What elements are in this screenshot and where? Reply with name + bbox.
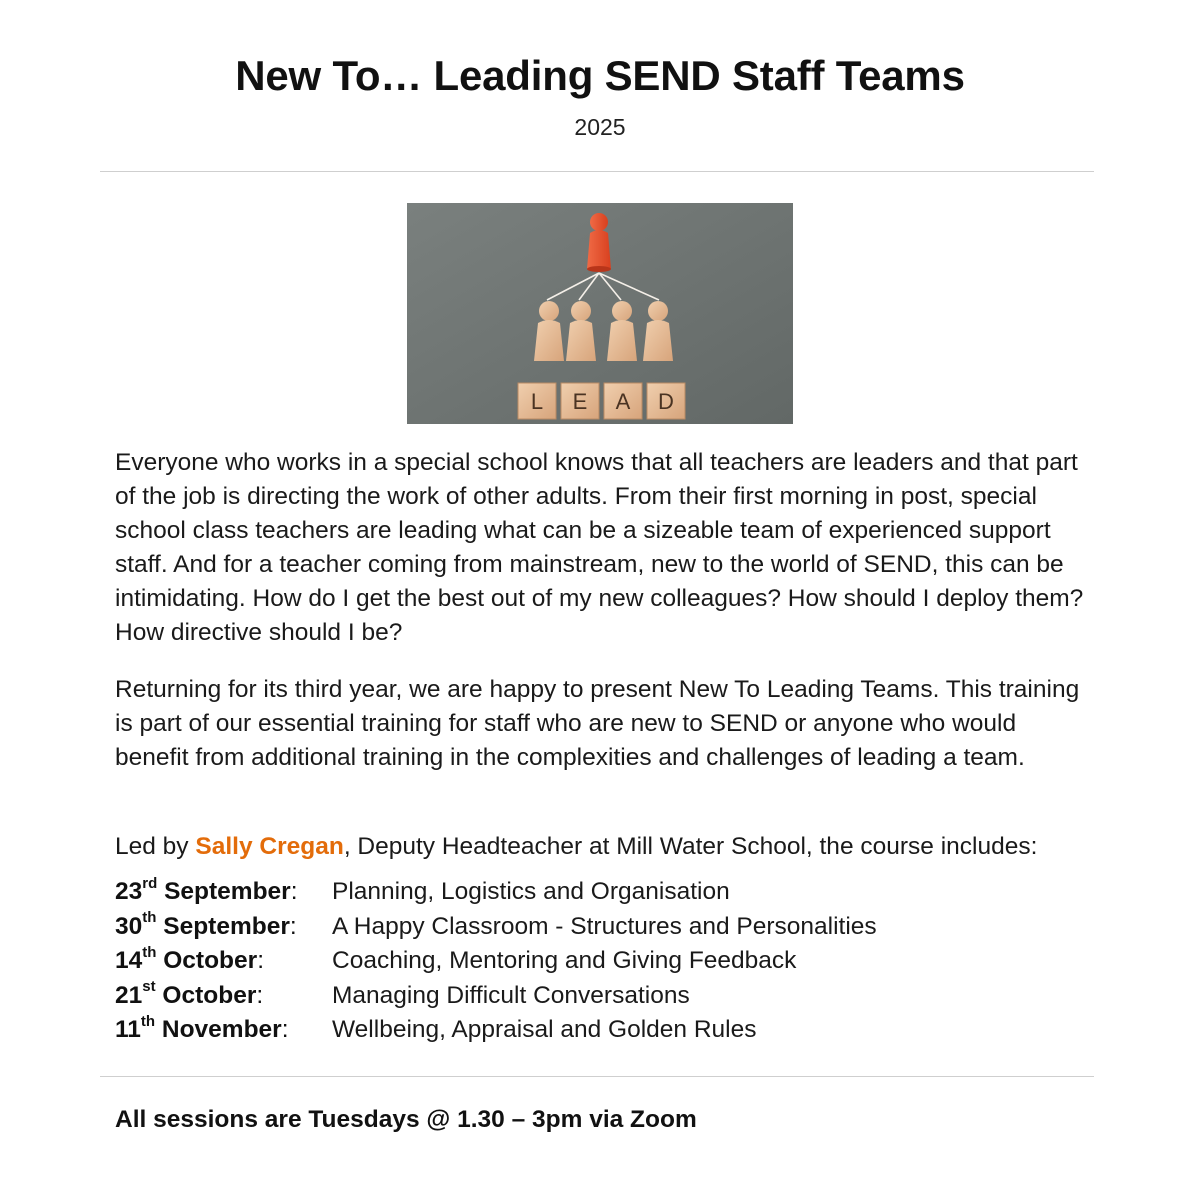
led-by-line [115, 830, 1090, 864]
presenter-name: Sally Cregan [195, 833, 344, 860]
session-topic: Managing Difficult Conversations [332, 981, 690, 1009]
session-date: 14th October: [115, 943, 264, 974]
session-topic: Wellbeing, Appraisal and Golden Rules [332, 1016, 757, 1043]
leader-figure [587, 213, 611, 272]
session-date: 11th November: [115, 1012, 289, 1043]
schedule-note: All sessions are Tuesdays @ 1.30 – 3pm via Zoom [115, 1106, 697, 1133]
block-letter: E [572, 389, 588, 414]
session-row [115, 979, 1075, 1014]
session-row [115, 1013, 1075, 1048]
top-divider [100, 171, 1094, 172]
led-by-prefix: Led by [115, 833, 196, 860]
block-letter: A [615, 389, 631, 414]
page-title: New To… Leading SEND Staff Teams [235, 52, 965, 99]
session-topic: Coaching, Mentoring and Giving Feedback [332, 947, 797, 974]
lead-team-photo [407, 203, 793, 424]
session-date: 23rd September: [115, 874, 298, 905]
session-row [115, 875, 1075, 910]
session-row [115, 910, 1075, 945]
block-letter: L [530, 389, 544, 414]
block-letter: D [658, 389, 674, 414]
session-date: 21st October: [115, 978, 264, 1009]
session-date: 30th September: [115, 909, 297, 940]
session-topic: A Happy Classroom - Structures and Personalities [332, 912, 877, 940]
session-topic: Planning, Logistics and Organisation [332, 878, 730, 905]
session-row [115, 944, 1075, 979]
bottom-divider [100, 1076, 1094, 1077]
returning-paragraph: Returning for its third year, we are happy to present New To Leading Teams. This training is part of our essential training for staff who are new to SEND or anyone who would benefit from additional training in the complexities and challenges of leading a team. [115, 676, 1080, 771]
page-year: 2025 [574, 114, 626, 140]
session-list [115, 875, 1075, 1048]
intro-paragraph: Everyone who works in a special school knows that all teachers are leaders and that part of the job is directing the work of other adults. From their first morning in post, special school class teachers are leading what can be a sizeable team of experienced support staff. And for a teacher coming from mainstream, new to the world of SEND, this can be intimidating. How do I get the best out of my new colleagues? How should I deploy them? How directive should I be? [115, 449, 1084, 646]
led-by-suffix: , Deputy Headteacher at Mill Water School, the course includes: [343, 833, 1038, 860]
